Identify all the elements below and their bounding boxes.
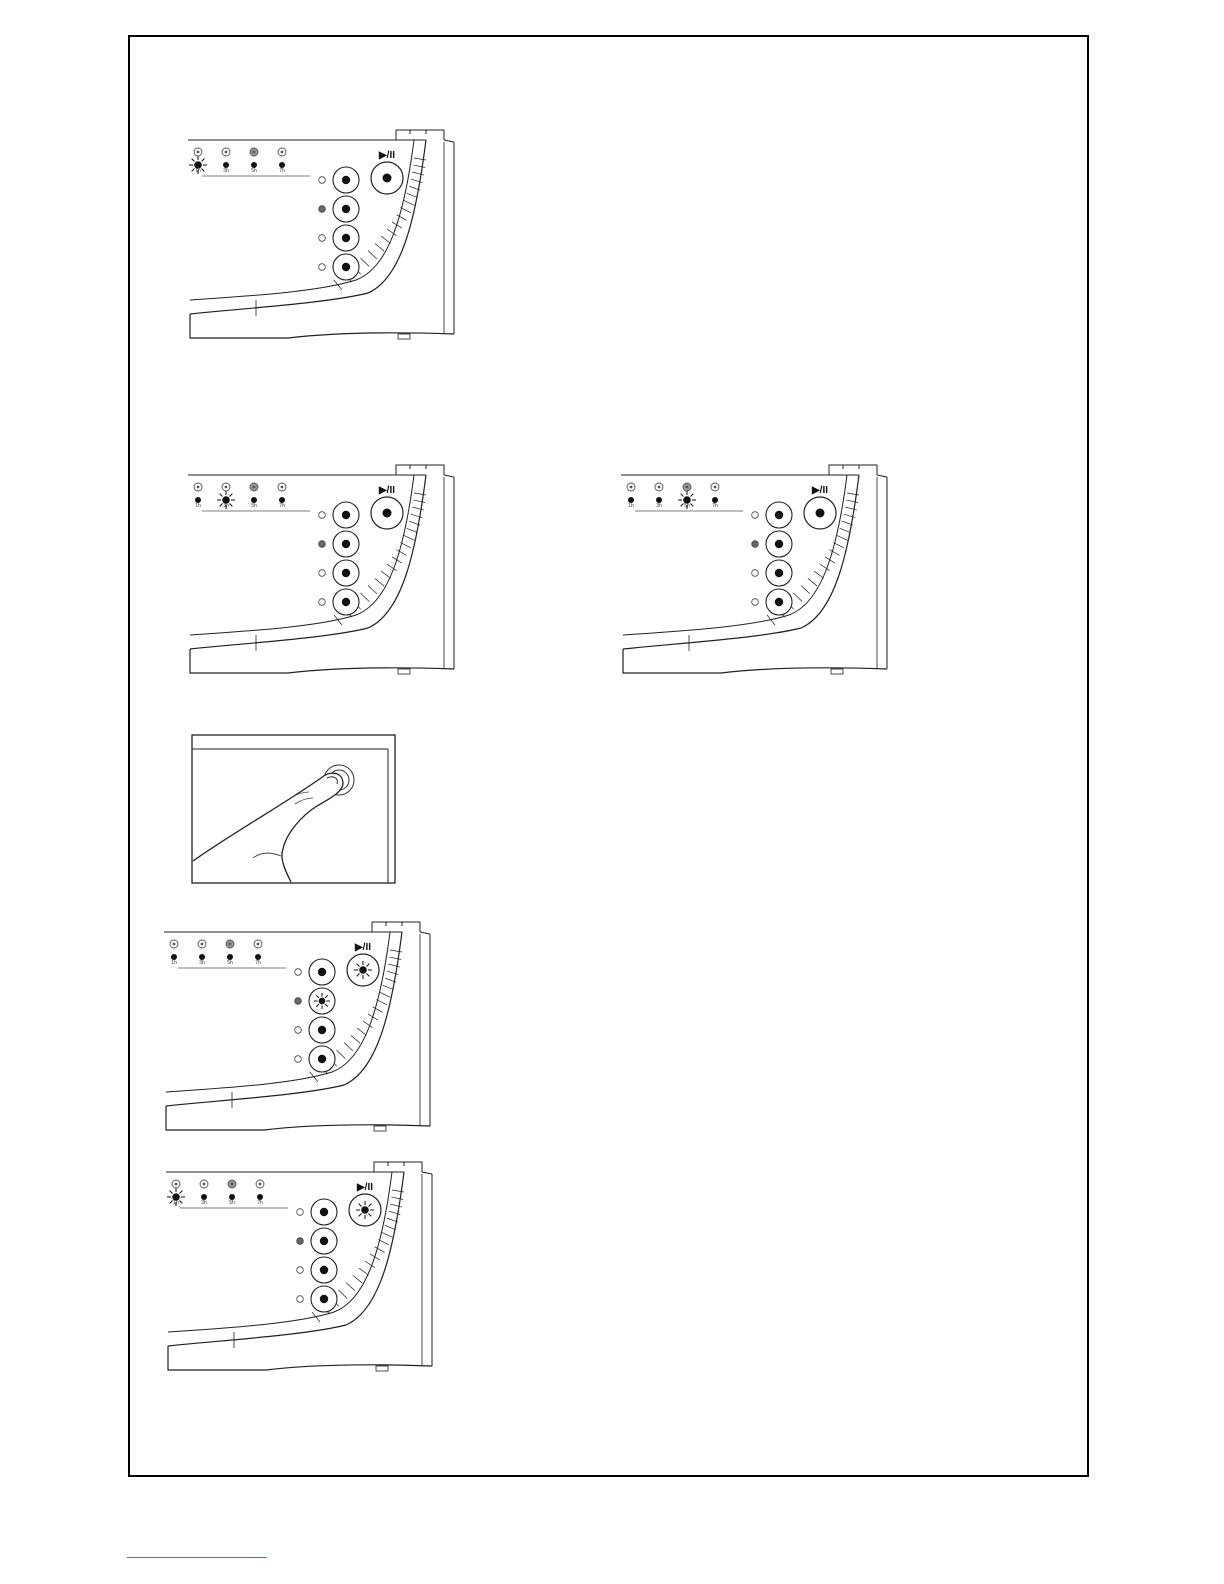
delay-label: 7h xyxy=(257,1200,263,1206)
start-led xyxy=(816,509,825,518)
delay-label: 1h xyxy=(195,503,201,509)
button-led xyxy=(320,1208,328,1216)
start-pause-label: ▶/II xyxy=(811,485,829,496)
start-pause-button xyxy=(371,485,403,529)
delay-label: 1h xyxy=(173,1200,179,1206)
start-pause-label: ▶/II xyxy=(378,485,396,496)
option-button-4 xyxy=(319,589,359,615)
button-led xyxy=(342,569,350,577)
delay-label: 3h xyxy=(656,503,662,509)
delay-label: 3h xyxy=(199,960,205,966)
clock-icon xyxy=(319,177,326,184)
finger-press-svg xyxy=(191,734,397,886)
option-button-4 xyxy=(295,1046,335,1072)
delay-label: 5h xyxy=(227,960,233,966)
iron-icon xyxy=(319,264,326,271)
spin-icon xyxy=(254,940,262,948)
control-panel-diagram-1 xyxy=(188,128,460,343)
option-button-3 xyxy=(319,225,359,251)
button-led xyxy=(342,598,350,606)
soak-icon xyxy=(250,148,258,156)
option-icons xyxy=(194,483,286,491)
button-led xyxy=(342,511,350,519)
top-tabs xyxy=(372,922,420,932)
start-pause-label: ▶/II xyxy=(354,942,372,953)
option-button-3 xyxy=(319,560,359,586)
option-button-1 xyxy=(752,502,792,528)
option-button-1 xyxy=(297,1199,337,1225)
base-foot xyxy=(398,334,410,339)
start-led-flashing xyxy=(354,961,372,979)
delay-label: 3h xyxy=(223,503,229,509)
base-foot xyxy=(398,669,410,674)
rinse-icon xyxy=(198,940,206,948)
spin-icon xyxy=(278,483,286,491)
base-outline xyxy=(166,1106,430,1130)
delay-label: 5h xyxy=(229,1200,235,1206)
iron-icon xyxy=(297,1296,304,1303)
rinse-icon xyxy=(200,1180,208,1188)
base-outline xyxy=(190,649,454,673)
rinse-plus-icon xyxy=(297,1267,304,1274)
control-panel-diagram-2 xyxy=(188,463,460,678)
option-button-3 xyxy=(295,1017,335,1043)
rinse-icon xyxy=(655,483,663,491)
option-button-2 xyxy=(319,196,359,222)
finger-press-illustration xyxy=(191,734,397,886)
button-led xyxy=(320,1295,328,1303)
option-icons xyxy=(627,483,719,491)
button-led xyxy=(342,263,350,271)
control-panel-diagram-5 xyxy=(166,1160,438,1375)
rinse-plus-icon xyxy=(295,1027,302,1034)
stain-icon xyxy=(752,541,759,548)
footer-rule xyxy=(127,1557,267,1558)
rinse-icon xyxy=(222,148,230,156)
top-tabs xyxy=(829,465,877,475)
control-panel-diagram-4 xyxy=(164,920,436,1135)
prewash-icon xyxy=(194,483,202,491)
prewash-icon xyxy=(172,1180,180,1188)
delay-label: 3h xyxy=(223,168,229,174)
stain-icon xyxy=(295,998,302,1005)
button-led xyxy=(320,1266,328,1274)
base-foot xyxy=(831,669,843,674)
option-button-2 xyxy=(752,531,792,557)
start-led xyxy=(383,509,392,518)
rinse-plus-icon xyxy=(319,570,326,577)
iron-icon xyxy=(752,599,759,606)
option-button-2 xyxy=(295,988,335,1014)
option-button-1 xyxy=(319,167,359,193)
button-led xyxy=(775,569,783,577)
clock-icon xyxy=(297,1209,304,1216)
base-outline xyxy=(190,314,454,338)
start-led xyxy=(383,174,392,183)
option-button-2 xyxy=(319,531,359,557)
start-pause-label: ▶/II xyxy=(356,1182,374,1193)
stain-icon xyxy=(297,1238,304,1245)
delay-label: 7h xyxy=(279,168,285,174)
option-icons xyxy=(170,940,262,948)
button-led xyxy=(318,968,326,976)
start-pause-button xyxy=(347,942,379,986)
button-led xyxy=(775,511,783,519)
button-led-flashing xyxy=(314,993,330,1009)
prewash-icon xyxy=(627,483,635,491)
finger-outline xyxy=(193,773,343,882)
button-led xyxy=(318,1026,326,1034)
delay-label: 5h xyxy=(251,503,257,509)
rinse-plus-icon xyxy=(319,235,326,242)
panel-svg-2 xyxy=(188,463,460,678)
start-led-flashing xyxy=(356,1201,374,1219)
delay-label: 7h xyxy=(279,503,285,509)
top-tabs xyxy=(396,130,444,140)
start-pause-label: ▶/II xyxy=(378,150,396,161)
rinse-icon xyxy=(222,483,230,491)
base-outline xyxy=(168,1346,432,1370)
control-panel-diagram-3 xyxy=(621,463,893,678)
base-foot xyxy=(374,1126,386,1131)
button-led xyxy=(342,176,350,184)
option-button-1 xyxy=(295,959,335,985)
stain-icon xyxy=(319,541,326,548)
delay-label: 3h xyxy=(201,1200,207,1206)
button-led xyxy=(318,1055,326,1063)
delay-label: 5h xyxy=(684,503,690,509)
option-icons xyxy=(172,1180,264,1188)
option-button-2 xyxy=(297,1228,337,1254)
clock-icon xyxy=(295,969,302,976)
button-led xyxy=(342,234,350,242)
delay-label: 1h xyxy=(195,168,201,174)
top-tabs xyxy=(374,1162,422,1172)
button-led xyxy=(775,540,783,548)
panel-svg-4 xyxy=(164,920,436,1135)
start-pause-button xyxy=(804,485,836,529)
top-tabs xyxy=(396,465,444,475)
iron-icon xyxy=(319,599,326,606)
stain-icon xyxy=(319,206,326,213)
soak-icon xyxy=(228,1180,236,1188)
delay-label: 1h xyxy=(628,503,634,509)
option-button-3 xyxy=(752,560,792,586)
prewash-icon xyxy=(170,940,178,948)
base-foot xyxy=(376,1366,388,1371)
spin-icon xyxy=(711,483,719,491)
clock-icon xyxy=(319,512,326,519)
option-button-3 xyxy=(297,1257,337,1283)
spin-icon xyxy=(278,148,286,156)
spin-icon xyxy=(256,1180,264,1188)
soak-icon xyxy=(683,483,691,491)
start-pause-button xyxy=(371,150,403,194)
option-button-1 xyxy=(319,502,359,528)
delay-label: 5h xyxy=(251,168,257,174)
soak-icon xyxy=(226,940,234,948)
option-button-4 xyxy=(319,254,359,280)
iron-icon xyxy=(295,1056,302,1063)
delay-label: 7h xyxy=(255,960,261,966)
panel-svg-5 xyxy=(166,1160,438,1375)
base-outline xyxy=(623,649,887,673)
button-led xyxy=(342,540,350,548)
clock-icon xyxy=(752,512,759,519)
option-icons xyxy=(194,148,286,156)
option-button-4 xyxy=(752,589,792,615)
button-led xyxy=(320,1237,328,1245)
start-pause-button xyxy=(349,1182,381,1226)
button-led xyxy=(342,205,350,213)
delay-label: 1h xyxy=(171,960,177,966)
button-led xyxy=(775,598,783,606)
rinse-plus-icon xyxy=(752,570,759,577)
prewash-icon xyxy=(194,148,202,156)
panel-svg-1 xyxy=(188,128,460,343)
soak-icon xyxy=(250,483,258,491)
delay-label: 7h xyxy=(712,503,718,509)
option-button-4 xyxy=(297,1286,337,1312)
panel-svg-3 xyxy=(621,463,893,678)
